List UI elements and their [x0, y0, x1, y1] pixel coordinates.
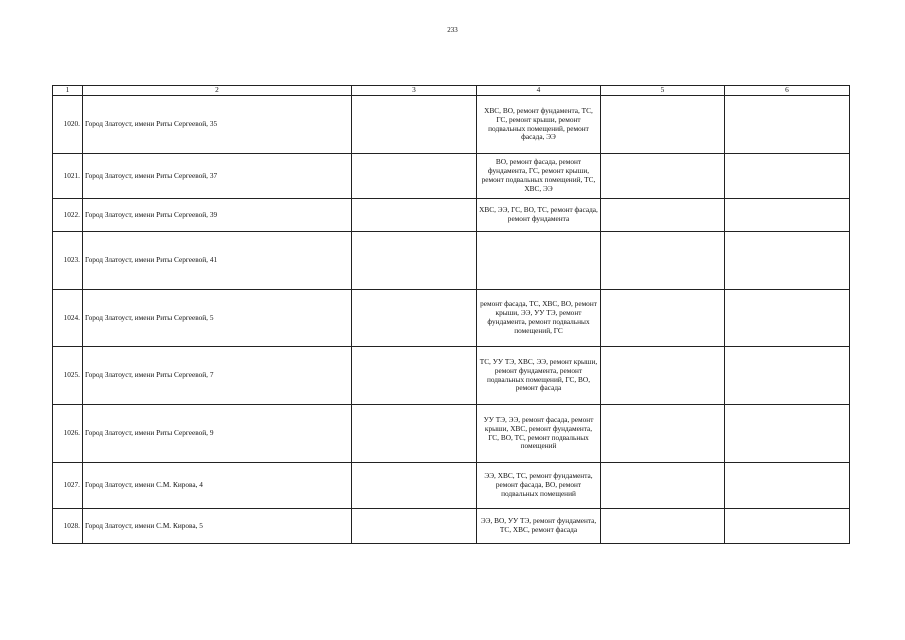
empty-cell — [601, 509, 725, 544]
works-cell: ЭЭ, ХВС, ТС, ремонт фундамента, ремонт фасада, ВО, ремонт подвальных помещений — [477, 463, 601, 509]
works-cell — [477, 232, 601, 290]
column-header: 3 — [352, 86, 477, 96]
row-number: 1027. — [53, 463, 83, 509]
address-cell: Город Златоуст, имени Риты Сергеевой, 39 — [83, 199, 352, 232]
address-cell: Город Златоуст, имени С.М. Кирова, 5 — [83, 509, 352, 544]
empty-cell — [352, 463, 477, 509]
row-number: 1024. — [53, 290, 83, 347]
works-cell: УУ ТЭ, ЭЭ, ремонт фасада, ремонт крыши, ХВС, ремонт фундамента, ГС, ВО, ТС, ремонт подвальных помещений — [477, 405, 601, 463]
empty-cell — [352, 96, 477, 154]
empty-cell — [725, 199, 850, 232]
address-cell: Город Златоуст, имени Риты Сергеевой, 35 — [83, 96, 352, 154]
empty-cell — [601, 405, 725, 463]
works-cell: ХВС, ЭЭ, ГС, ВО, ТС, ремонт фасада, ремонт фундамента — [477, 199, 601, 232]
works-cell: ВО, ремонт фасада, ремонт фундамента, ГС, ремонт крыши, ремонт подвальных помещений, ТС, ХВС, ЭЭ — [477, 154, 601, 199]
empty-cell — [725, 463, 850, 509]
empty-cell — [601, 154, 725, 199]
row-number: 1026. — [53, 405, 83, 463]
empty-cell — [725, 232, 850, 290]
empty-cell — [352, 509, 477, 544]
table-row — [53, 199, 850, 232]
table-row — [53, 232, 850, 290]
table-row — [53, 290, 850, 347]
row-number: 1023. — [53, 232, 83, 290]
column-header: 2 — [83, 86, 352, 96]
empty-cell — [601, 347, 725, 405]
empty-cell — [352, 405, 477, 463]
column-header: 6 — [725, 86, 850, 96]
works-table — [52, 85, 850, 544]
row-number: 1028. — [53, 509, 83, 544]
table-header-row — [53, 86, 850, 96]
works-cell: ЭЭ, ВО, УУ ТЭ, ремонт фундамента, ТС, ХВС, ремонт фасада — [477, 509, 601, 544]
works-cell: ТС, УУ ТЭ, ХВС, ЭЭ, ремонт крыши, ремонт фундамента, ремонт подвальных помещений, ГС, ВО, ремонт фасада — [477, 347, 601, 405]
empty-cell — [725, 154, 850, 199]
empty-cell — [725, 509, 850, 544]
empty-cell — [725, 290, 850, 347]
table-row — [53, 347, 850, 405]
address-cell: Город Златоуст, имени Риты Сергеевой, 5 — [83, 290, 352, 347]
address-cell: Город Златоуст, имени Риты Сергеевой, 7 — [83, 347, 352, 405]
page-number: 233 — [447, 26, 458, 34]
works-cell: ремонт фасада, ТС, ХВС, ВО, ремонт крыши, ЭЭ, УУ ТЭ, ремонт фундамента, ремонт подвальных помещений, ГС — [477, 290, 601, 347]
column-header: 1 — [53, 86, 83, 96]
address-cell: Город Златоуст, имени Риты Сергеевой, 9 — [83, 405, 352, 463]
address-cell: Город Златоуст, имени Риты Сергеевой, 41 — [83, 232, 352, 290]
column-header: 5 — [601, 86, 725, 96]
empty-cell — [601, 96, 725, 154]
empty-cell — [601, 232, 725, 290]
works-cell: ХВС, ВО, ремонт фундамента, ТС, ГС, ремонт крыши, ремонт подвальных помещений, ремонт фасада, ЭЭ — [477, 96, 601, 154]
empty-cell — [725, 347, 850, 405]
empty-cell — [601, 463, 725, 509]
empty-cell — [352, 232, 477, 290]
empty-cell — [725, 96, 850, 154]
table-row — [53, 96, 850, 154]
row-number: 1025. — [53, 347, 83, 405]
column-header: 4 — [477, 86, 601, 96]
table-row — [53, 154, 850, 199]
empty-cell — [352, 199, 477, 232]
row-number: 1022. — [53, 199, 83, 232]
row-number: 1020. — [53, 96, 83, 154]
empty-cell — [601, 290, 725, 347]
table-row — [53, 405, 850, 463]
table-row — [53, 509, 850, 544]
empty-cell — [352, 154, 477, 199]
address-cell: Город Златоуст, имени С.М. Кирова, 4 — [83, 463, 352, 509]
empty-cell — [352, 347, 477, 405]
table-row — [53, 463, 850, 509]
empty-cell — [601, 199, 725, 232]
address-cell: Город Златоуст, имени Риты Сергеевой, 37 — [83, 154, 352, 199]
row-number: 1021. — [53, 154, 83, 199]
empty-cell — [352, 290, 477, 347]
empty-cell — [725, 405, 850, 463]
